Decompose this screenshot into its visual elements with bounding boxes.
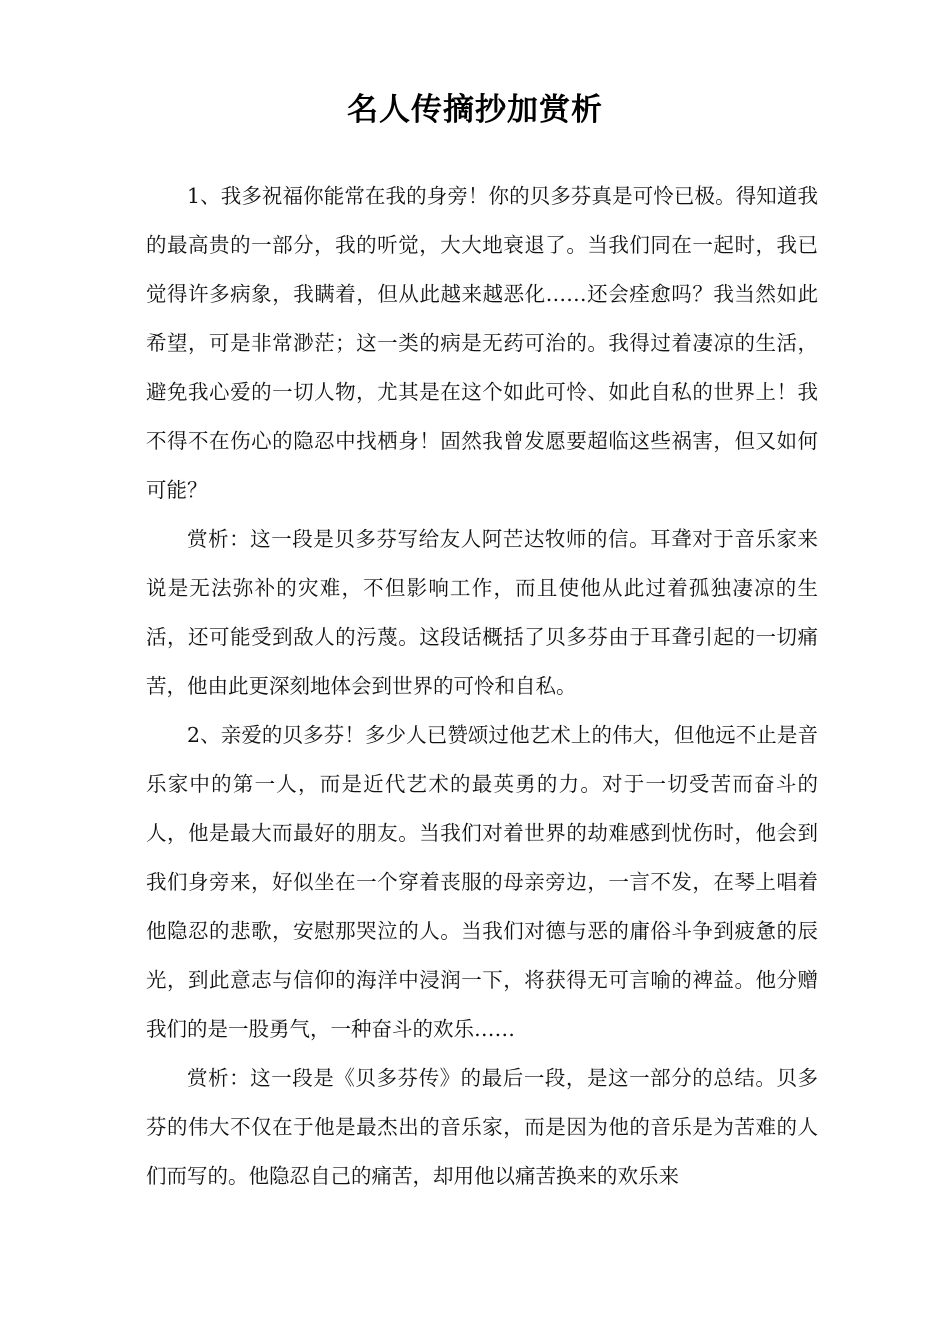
document-title: 名人传摘抄加赏析 [347, 92, 603, 128]
paragraph-2-analysis: 赏析：这一段是《贝多芬传》的最后一段，是这一部分的总结。贝多芬的伟大不仅在于他是最杰出的音乐家，而是因为他的音乐是为苦难的人们而写的。他隐忍自己的痛苦，却用他以痛苦换来的欢乐来 [146, 1066, 818, 1188]
paragraph-1-analysis: 赏析：这一段是贝多芬写给友人阿芒达牧师的信。耳聋对于音乐家来说是无法弥补的灾难，不但影响工作，而且使他从此过着孤独凄凉的生活，还可能受到敌人的污蔑。这段话概括了贝多芬由于耳聋引起的一切痛苦，他由此更深刻地体会到世界的可怜和自私。 [146, 527, 818, 698]
paragraph-1: 1、我多祝福你能常在我的身旁！你的贝多芬真是可怜已极。得知道我的最高贵的一部分，我的听觉，大大地衰退了。当我们同在一起时，我已觉得许多病象，我瞒着，但从此越来越恶化……还会痊愈吗？我当然如此希望，可是非常渺茫；这一类的病是无药可治的。我得过着凄凉的生活，避免我心爱的一切人物，尤其是在这个如此可怜、如此自私的世界上！我不得不在伤心的隐忍中找栖身！固然我曾发愿要超临这些祸害，但又如何可能？ [146, 184, 818, 502]
paragraph-2: 2、亲爱的贝多芬！多少人已赞颂过他艺术上的伟大，但他远不止是音乐家中的第一人，而是近代艺术的最英勇的力。对于一切受苦而奋斗的人，他是最大而最好的朋友。当我们对着世界的劫难感到忧伤时，他会到我们身旁来，好似坐在一个穿着丧服的母亲旁边，一言不发，在琴上唱着他隐忍的悲歌，安慰那哭泣的人。当我们对德与恶的庸俗斗争到疲惫的辰光，到此意志与信仰的海洋中浸润一下，将获得无可言喻的裨益。他分赠我们的是一股勇气，一种奋斗的欢乐…… [146, 723, 818, 1041]
document-body [146, 172, 818, 1201]
